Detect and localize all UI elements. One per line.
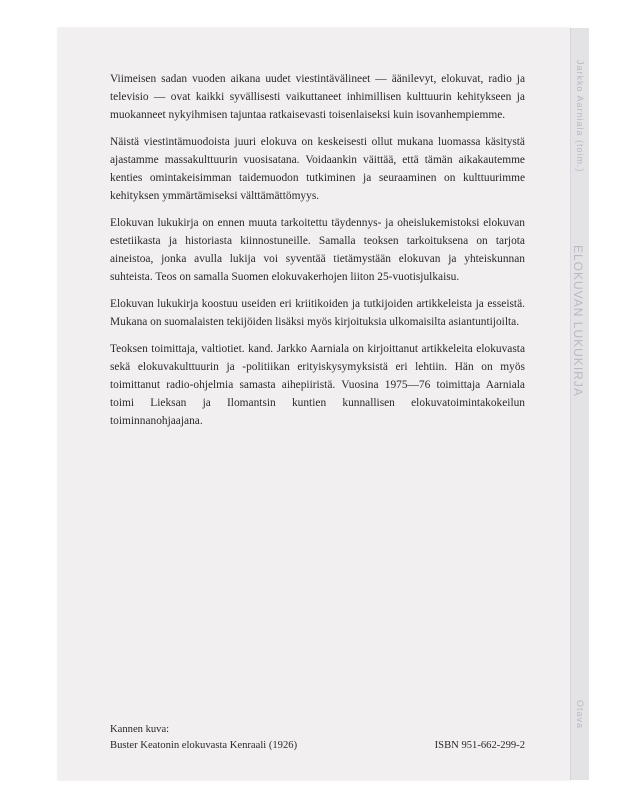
paragraph: Viimeisen sadan vuoden aikana uudet viestintävälineet — äänilevyt, elokuvat, radio ja televisio — ovat kaikki syvällisesti vaikuttaneet inhimillisen kulttuurin kehitykseen ja muokanneet nykyihmisen tajuntaa ratkaisevasti toisenlaiseksi kuin isovanhempiemme. <box>110 73 525 121</box>
cover-caption <box>110 722 525 754</box>
caption-row <box>110 738 525 754</box>
spine-publisher: Otava <box>575 700 585 730</box>
blurb-text <box>110 70 525 439</box>
paragraph: Elokuvan lukukirja koostuu useiden eri kriitikoiden ja tutkijoiden artikkeleista ja esseistä. Mukana on suomalaisten tekijöiden lisäksi myös kirjoituksia ulkomaisilta asiantuntijoilta. <box>110 298 525 328</box>
paragraph: Elokuvan lukukirja on ennen muuta tarkoitettu täydennys- ja oheislukemistoksi elokuvan estetiikasta ja historiasta kiinnostuneille. Samalla teoksen tarkoituksena on tarjota aineistoa, jonka avulla lukija voi syventää tietämystään elokuvan ja yhteiskunnan suhteista. Teos on samalla Suomen elokuvakerhojen liiton 25-vuotisjulkaisu. <box>110 217 525 283</box>
caption-label: Kannen kuva: <box>110 724 170 735</box>
spine-author: Jarkko Aarniala (toim.) <box>575 60 585 173</box>
paragraph: Näistä viestintämuodoista juuri elokuva on keskeisesti ollut mukana luomassa käsitystä ajastamme massakulttuurin vuosisatana. Voidaankin väittää, että tämän aikakautemme kenties omintakeisimman taidemuodon tutkiminen ja seuraaminen on kulttuurimme kehityksen ymmärtämiseksi välttämättömyys. <box>110 136 525 202</box>
spine-title: ELOKUVAN LUKUKIRJA <box>571 245 585 397</box>
isbn: ISBN 951-662-299-2 <box>434 740 525 751</box>
paragraph: Teoksen toimittaja, valtiotiet. kand. Jarkko Aarniala on kirjoittanut artikkeleita elokuvasta sekä elokuvakulttuurin ja -politiikan erityiskysymyksistä eri lehtiin. Hän on myös toimittanut radio-ohjelmia samasta aihepiiristä. Vuosina 1975—76 toimittaja Aarniala toimi Lieksan ja Ilomantsin kuntien kunnallisen elokuvatoimintakokeilun toiminnanohjaajana. <box>110 343 525 427</box>
caption-source: Buster Keatonin elokuvasta Kenraali (1926) <box>110 740 298 751</box>
